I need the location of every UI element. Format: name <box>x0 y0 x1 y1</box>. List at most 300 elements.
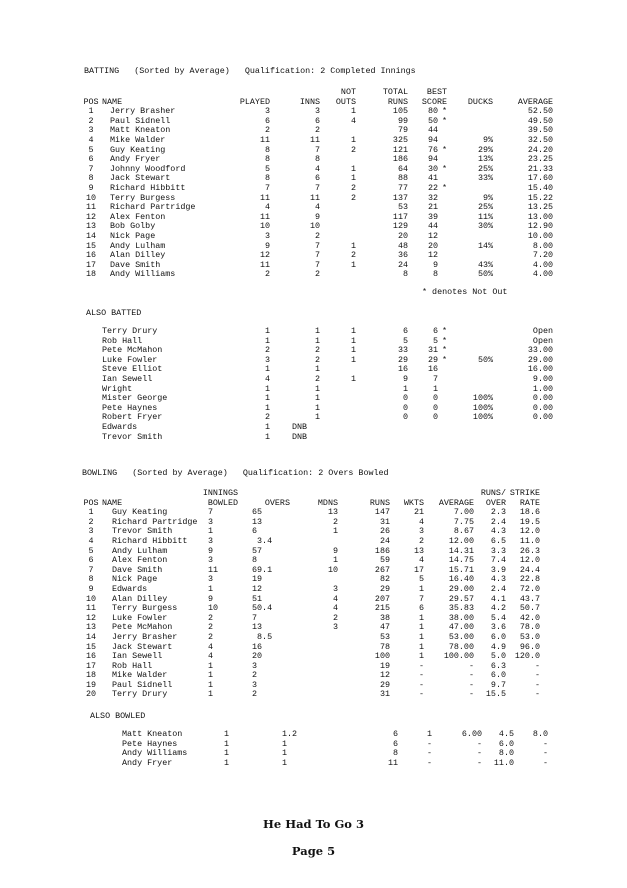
position: 8 <box>88 574 94 585</box>
player-name: Paul Sidnell <box>110 115 171 126</box>
average: - <box>476 748 482 759</box>
innings-bowled: 1 <box>208 660 214 671</box>
innings: 7 <box>314 144 320 155</box>
overs: 7 <box>252 612 258 623</box>
maidens <box>290 643 338 653</box>
average: - <box>468 679 474 690</box>
player-name: Luke Fowler <box>112 612 168 623</box>
ducks: 30% <box>477 221 494 232</box>
strike-rate: 72.0 <box>519 583 540 594</box>
not-outs: 1 <box>350 335 356 346</box>
innings-bowled: 9 <box>208 593 214 604</box>
bowling-title: BOWLING (Sorted by Average) Qualification: 2 Overs Bowled <box>82 468 389 478</box>
maidens: 4 <box>332 603 338 614</box>
not-outs: 2 <box>350 182 356 193</box>
not-outs: 2 <box>350 144 356 155</box>
innings: 4 <box>314 202 320 213</box>
not-outs <box>320 222 356 232</box>
player-name: Guy Keating <box>110 144 166 155</box>
not-out-marker: * <box>442 163 448 174</box>
runs: 31 <box>379 689 390 700</box>
player-name: Luke Fowler <box>102 354 158 365</box>
innings-bowled: 2 <box>208 612 214 623</box>
player-name: Paul Sidnell <box>112 679 173 690</box>
not-out-marker: * <box>442 326 448 336</box>
average: 7.00 <box>453 507 474 518</box>
header-strike-rate: RATE <box>519 497 540 508</box>
batting-table <box>80 88 553 280</box>
innings-bowled: 7 <box>208 507 214 518</box>
overs: 12 <box>252 583 263 594</box>
innings: 2 <box>314 354 320 365</box>
innings-bowled: 1 <box>224 738 230 749</box>
innings-bowled: 2 <box>208 622 214 633</box>
not-outs: 1 <box>350 173 356 184</box>
ducks <box>447 117 493 127</box>
header-not-outs: OUTS <box>335 96 356 107</box>
position: 17 <box>85 259 97 270</box>
position: 6 <box>88 555 94 566</box>
player-name: Terry Drury <box>102 326 158 336</box>
runs-per-over: 6.0 <box>498 738 514 749</box>
average: - <box>476 738 482 749</box>
maidens: 9 <box>332 545 338 556</box>
played: 8 <box>264 154 270 165</box>
not-outs <box>320 423 356 433</box>
overs: 8.5 <box>252 631 273 642</box>
wickets: - <box>418 660 424 671</box>
average <box>493 433 553 443</box>
player-name: Ian Sewell <box>112 651 163 662</box>
strike-rate: 26.3 <box>519 545 540 556</box>
total-runs: 33 <box>397 345 408 356</box>
played: 11 <box>259 211 270 222</box>
average: 12.90 <box>527 221 554 232</box>
ducks: 33% <box>477 173 494 184</box>
ducks: 50% <box>477 269 494 280</box>
maidens <box>290 575 338 585</box>
position: 10 <box>85 593 97 604</box>
position: 11 <box>85 603 97 614</box>
best-score: 22 <box>427 182 438 193</box>
runs-per-over: 11.0 <box>493 757 514 768</box>
total-runs: 5 <box>402 335 408 346</box>
ducks: 13% <box>477 154 494 165</box>
innings: 2 <box>314 230 320 241</box>
runs: 267 <box>374 564 390 575</box>
innings-bowled: 9 <box>208 545 214 556</box>
total-runs: 0 <box>402 412 408 423</box>
overs: 3.4 <box>252 535 273 546</box>
player-name: Andy Williams <box>122 748 188 759</box>
player-name: Terry Burgess <box>112 603 178 614</box>
average: 1.00 <box>532 383 554 394</box>
header-pos: POS <box>83 96 99 107</box>
not-outs <box>320 385 356 395</box>
best-score-cell <box>408 404 447 414</box>
wickets: - <box>426 757 432 768</box>
batting-rows <box>80 107 553 280</box>
not-out-marker: * <box>442 335 448 346</box>
best-score-cell <box>408 261 447 271</box>
ducks <box>447 433 493 443</box>
player-name: Andy Williams <box>110 269 176 280</box>
average: 53.00 <box>448 631 474 642</box>
position: 12 <box>85 612 97 623</box>
runs: 6 <box>392 738 398 749</box>
innings-bowled: 1 <box>208 689 214 700</box>
position: 20 <box>85 689 97 700</box>
also-batted-title: ALSO BATTED <box>86 308 142 318</box>
innings-bowled: 2 <box>208 631 214 642</box>
not-outs: 4 <box>350 115 356 126</box>
overs: 6 <box>252 526 258 537</box>
played: 1 <box>264 402 270 413</box>
runs-per-over: 2.3 <box>490 507 506 518</box>
innings: 2 <box>314 345 320 356</box>
batting-title: BATTING (Sorted by Average) Qualification: 2 Completed Innings <box>84 66 416 76</box>
played: 3 <box>264 230 270 241</box>
runs: 29 <box>379 583 390 594</box>
strike-rate: - <box>534 670 540 681</box>
also-batted-row <box>102 433 553 443</box>
average: 8.67 <box>453 526 474 537</box>
not-outs: 1 <box>350 259 356 270</box>
overs: 2 <box>252 670 258 681</box>
player-name: Steve Elliot <box>102 364 163 375</box>
runs: 24 <box>379 535 390 546</box>
player-name: Ian Sewell <box>102 373 153 384</box>
player-name: Richard Hibbitt <box>110 182 186 193</box>
played: 3 <box>264 106 270 117</box>
wickets: - <box>418 670 424 681</box>
player-name: Johnny Woodford <box>110 163 186 174</box>
played: 4 <box>264 202 270 213</box>
not-outs <box>320 213 356 223</box>
innings: 2 <box>314 269 320 280</box>
strike-rate: - <box>534 679 540 690</box>
average: 13.00 <box>527 211 554 222</box>
header-best-score: SCORE <box>421 96 448 107</box>
strike-rate: 12.0 <box>519 526 540 537</box>
best-score: 0 <box>432 393 438 404</box>
not-out-marker: * <box>442 144 448 155</box>
total-runs: 105 <box>392 106 408 117</box>
overs: 13 <box>252 516 263 527</box>
average: 8.00 <box>532 240 554 251</box>
player-name: Mike Walder <box>112 670 168 681</box>
bowling-table <box>80 489 540 700</box>
total-runs: 99 <box>397 115 408 126</box>
best-score: 20 <box>427 240 438 251</box>
position: 7 <box>88 564 94 575</box>
header-innings: INNINGS <box>202 488 238 498</box>
position: 11 <box>85 202 97 213</box>
runs-per-over: 2.4 <box>490 583 506 594</box>
ducks: 9% <box>482 134 494 145</box>
runs-per-over: 15.5 <box>485 689 506 700</box>
document-title: He Had To Go 3 <box>263 817 364 831</box>
wickets: 17 <box>413 564 424 575</box>
average: 32.50 <box>527 134 554 145</box>
strike-rate: 120.0 <box>514 651 540 662</box>
average: 4.00 <box>532 269 554 280</box>
average: 49.50 <box>527 115 554 126</box>
not-outs <box>320 203 356 213</box>
wickets: 1 <box>418 641 424 652</box>
average: 13.25 <box>527 202 554 213</box>
runs: 186 <box>374 545 390 556</box>
average: 100.00 <box>443 651 474 662</box>
average <box>493 423 553 433</box>
not-outs: 2 <box>350 192 356 203</box>
ducks <box>447 365 493 375</box>
innings-bowled: 4 <box>208 651 214 662</box>
strike-rate: - <box>542 748 548 759</box>
innings: 1 <box>314 393 320 404</box>
average: 15.71 <box>448 564 474 575</box>
header-average: AVERAGE <box>517 96 554 107</box>
player-name: Richard Partridge <box>112 516 198 527</box>
position: 7 <box>88 163 94 174</box>
runs-per-over: 3.6 <box>490 622 506 633</box>
ducks: 9% <box>482 192 494 203</box>
runs: 12 <box>379 670 390 681</box>
runs: 59 <box>379 555 390 566</box>
overs: 8 <box>252 555 258 566</box>
bowling-rows <box>80 508 540 700</box>
position: 4 <box>88 535 94 546</box>
innings-bowled: 1 <box>208 583 214 594</box>
total-runs: 77 <box>397 182 408 193</box>
position: 14 <box>85 230 97 241</box>
player-name: Rob Hall <box>102 335 143 346</box>
average: 12.00 <box>448 535 474 546</box>
overs: 65 <box>252 507 263 518</box>
not-outs: 1 <box>350 345 356 356</box>
ducks: 100% <box>472 412 494 423</box>
best-score: 30 <box>427 163 438 174</box>
ducks: 100% <box>472 393 494 404</box>
player-name: Dave Smith <box>110 259 161 270</box>
average: 7.75 <box>453 516 474 527</box>
ducks <box>447 337 493 347</box>
played: 11 <box>259 259 270 270</box>
innings: 2 <box>314 125 320 136</box>
position: 6 <box>88 154 94 165</box>
wickets: 7 <box>418 593 424 604</box>
wickets: 2 <box>418 535 424 546</box>
strike-rate: 8.0 <box>532 729 548 739</box>
ducks: 29% <box>477 144 494 155</box>
innings: 11 <box>309 192 320 203</box>
innings: DNB <box>292 431 308 442</box>
strike-rate: 18.6 <box>519 507 540 518</box>
best-score: 7 <box>432 373 438 384</box>
played: 7 <box>264 182 270 193</box>
overs: 57 <box>252 545 263 556</box>
runs-per-over: 6.5 <box>490 535 506 546</box>
innings: 1 <box>314 402 320 413</box>
position: 1 <box>88 106 94 117</box>
player-name: Andy Fryer <box>122 757 173 768</box>
innings: 3 <box>314 106 320 117</box>
player-name: Jack Stewart <box>110 173 171 184</box>
maidens: 13 <box>327 507 338 518</box>
total-runs <box>356 433 408 443</box>
innings: DNB <box>292 421 308 432</box>
player-name: Edwards <box>102 421 138 432</box>
player-name: Alex Fenton <box>110 211 166 222</box>
innings-bowled: 11 <box>208 564 219 575</box>
maidens <box>290 633 338 643</box>
average: 9.00 <box>532 373 554 384</box>
average: 0.00 <box>532 393 554 404</box>
also-bowled-row <box>122 749 548 759</box>
position: 12 <box>85 211 97 222</box>
also-batted-row <box>102 356 553 366</box>
player-name: Alan Dilley <box>112 593 168 604</box>
position: 1 <box>88 507 94 518</box>
innings-bowled: 3 <box>208 535 214 546</box>
average: 35.83 <box>448 603 474 614</box>
maidens <box>290 662 338 672</box>
overs: 2 <box>252 689 258 700</box>
also-batted-row <box>102 337 553 347</box>
innings: 1 <box>314 326 320 336</box>
innings: 6 <box>314 115 320 126</box>
average: Open <box>532 326 554 336</box>
player-name: Guy Keating <box>112 507 168 518</box>
wickets: 13 <box>413 545 424 556</box>
maidens <box>290 652 338 662</box>
average: 38.00 <box>448 612 474 623</box>
total-runs: 121 <box>392 144 408 155</box>
best-score: 9 <box>432 259 438 270</box>
runs-per-over: 5.0 <box>490 651 506 662</box>
total-runs: 48 <box>397 240 408 251</box>
overs: 50.4 <box>252 603 273 614</box>
played: 9 <box>264 240 270 251</box>
runs: 29 <box>379 679 390 690</box>
player-name: Matt Kneaton <box>110 125 171 136</box>
strike-rate: - <box>534 660 540 671</box>
wickets: 21 <box>413 507 424 518</box>
ducks: 100% <box>472 402 494 413</box>
page-number: Page 5 <box>291 844 336 858</box>
also-batted-row <box>102 327 553 337</box>
position: 2 <box>88 115 94 126</box>
runs-per-over: 5.4 <box>490 612 506 623</box>
header-not-outs: NOT <box>340 87 356 97</box>
total-runs: 29 <box>397 354 408 365</box>
maidens: 3 <box>332 583 338 594</box>
not-out-marker: * <box>442 182 448 193</box>
maidens <box>290 690 338 700</box>
average: 7.20 <box>532 250 554 261</box>
innings: 8 <box>314 154 320 165</box>
innings: 6 <box>314 173 320 184</box>
player-name: Trevor Smith <box>102 431 163 442</box>
also-batted-row <box>102 365 553 375</box>
strike-rate: 24.4 <box>519 564 540 575</box>
runs-per-over: 6.0 <box>490 670 506 681</box>
also-batted-rows <box>102 327 553 442</box>
overs: 16 <box>252 641 263 652</box>
runs: 11 <box>387 757 398 768</box>
total-runs: 20 <box>397 230 408 241</box>
position: 13 <box>85 622 97 633</box>
overs: 1 <box>282 748 288 759</box>
ducks: 14% <box>477 240 494 251</box>
not-outs: 1 <box>350 106 356 117</box>
header-played: PLAYED <box>239 96 270 107</box>
not-out-note: * denotes Not Out <box>422 287 508 297</box>
wickets: 1 <box>418 622 424 633</box>
total-runs: 79 <box>397 125 408 136</box>
position: 9 <box>88 182 94 193</box>
played: 1 <box>264 326 270 336</box>
player-name: Mister George <box>102 393 168 404</box>
player-name: Robert Fryer <box>102 412 163 423</box>
played: 1 <box>264 364 270 375</box>
total-runs: 88 <box>397 173 408 184</box>
header-best-score: BEST <box>426 87 448 97</box>
average: 24.20 <box>527 144 554 155</box>
ducks <box>447 375 493 385</box>
played: 10 <box>259 221 270 232</box>
header-name: NAME <box>102 497 123 508</box>
average: - <box>468 670 474 681</box>
runs-per-over: 6.3 <box>490 660 506 671</box>
player-name: Andy Fryer <box>110 154 161 165</box>
best-score: 44 <box>427 221 438 232</box>
innings: 9 <box>314 211 320 222</box>
player-name: Edwards <box>112 583 148 594</box>
wickets: - <box>418 679 424 690</box>
position: 15 <box>85 240 97 251</box>
innings-bowled: 10 <box>208 603 219 614</box>
header-strike-rate: STRIKE <box>509 488 540 498</box>
average: 29.57 <box>448 593 474 604</box>
total-runs: 53 <box>397 202 408 213</box>
played: 1 <box>264 383 270 394</box>
average: Open <box>532 335 554 346</box>
best-score: 94 <box>427 134 438 145</box>
not-outs <box>320 413 356 423</box>
best-score: 94 <box>427 154 438 165</box>
position: 16 <box>85 651 97 662</box>
player-name: Matt Kneaton <box>122 729 183 739</box>
strike-rate: 12.0 <box>519 555 540 566</box>
runs-per-over: 4.3 <box>490 526 506 537</box>
wickets: 4 <box>418 516 424 527</box>
total-runs: 186 <box>392 154 408 165</box>
strike-rate: 78.0 <box>519 622 540 633</box>
position: 10 <box>85 192 97 203</box>
average: 15.40 <box>527 182 554 193</box>
innings: 2 <box>314 373 320 384</box>
played: 1 <box>264 393 270 404</box>
wickets: 5 <box>418 574 424 585</box>
overs: 51 <box>252 593 263 604</box>
innings-bowled: 3 <box>208 516 214 527</box>
total-runs <box>356 423 408 433</box>
not-out-marker: * <box>442 354 448 365</box>
header-wkts: WKTS <box>403 497 424 508</box>
total-runs: 16 <box>397 364 408 375</box>
also-batted-row <box>102 413 553 423</box>
